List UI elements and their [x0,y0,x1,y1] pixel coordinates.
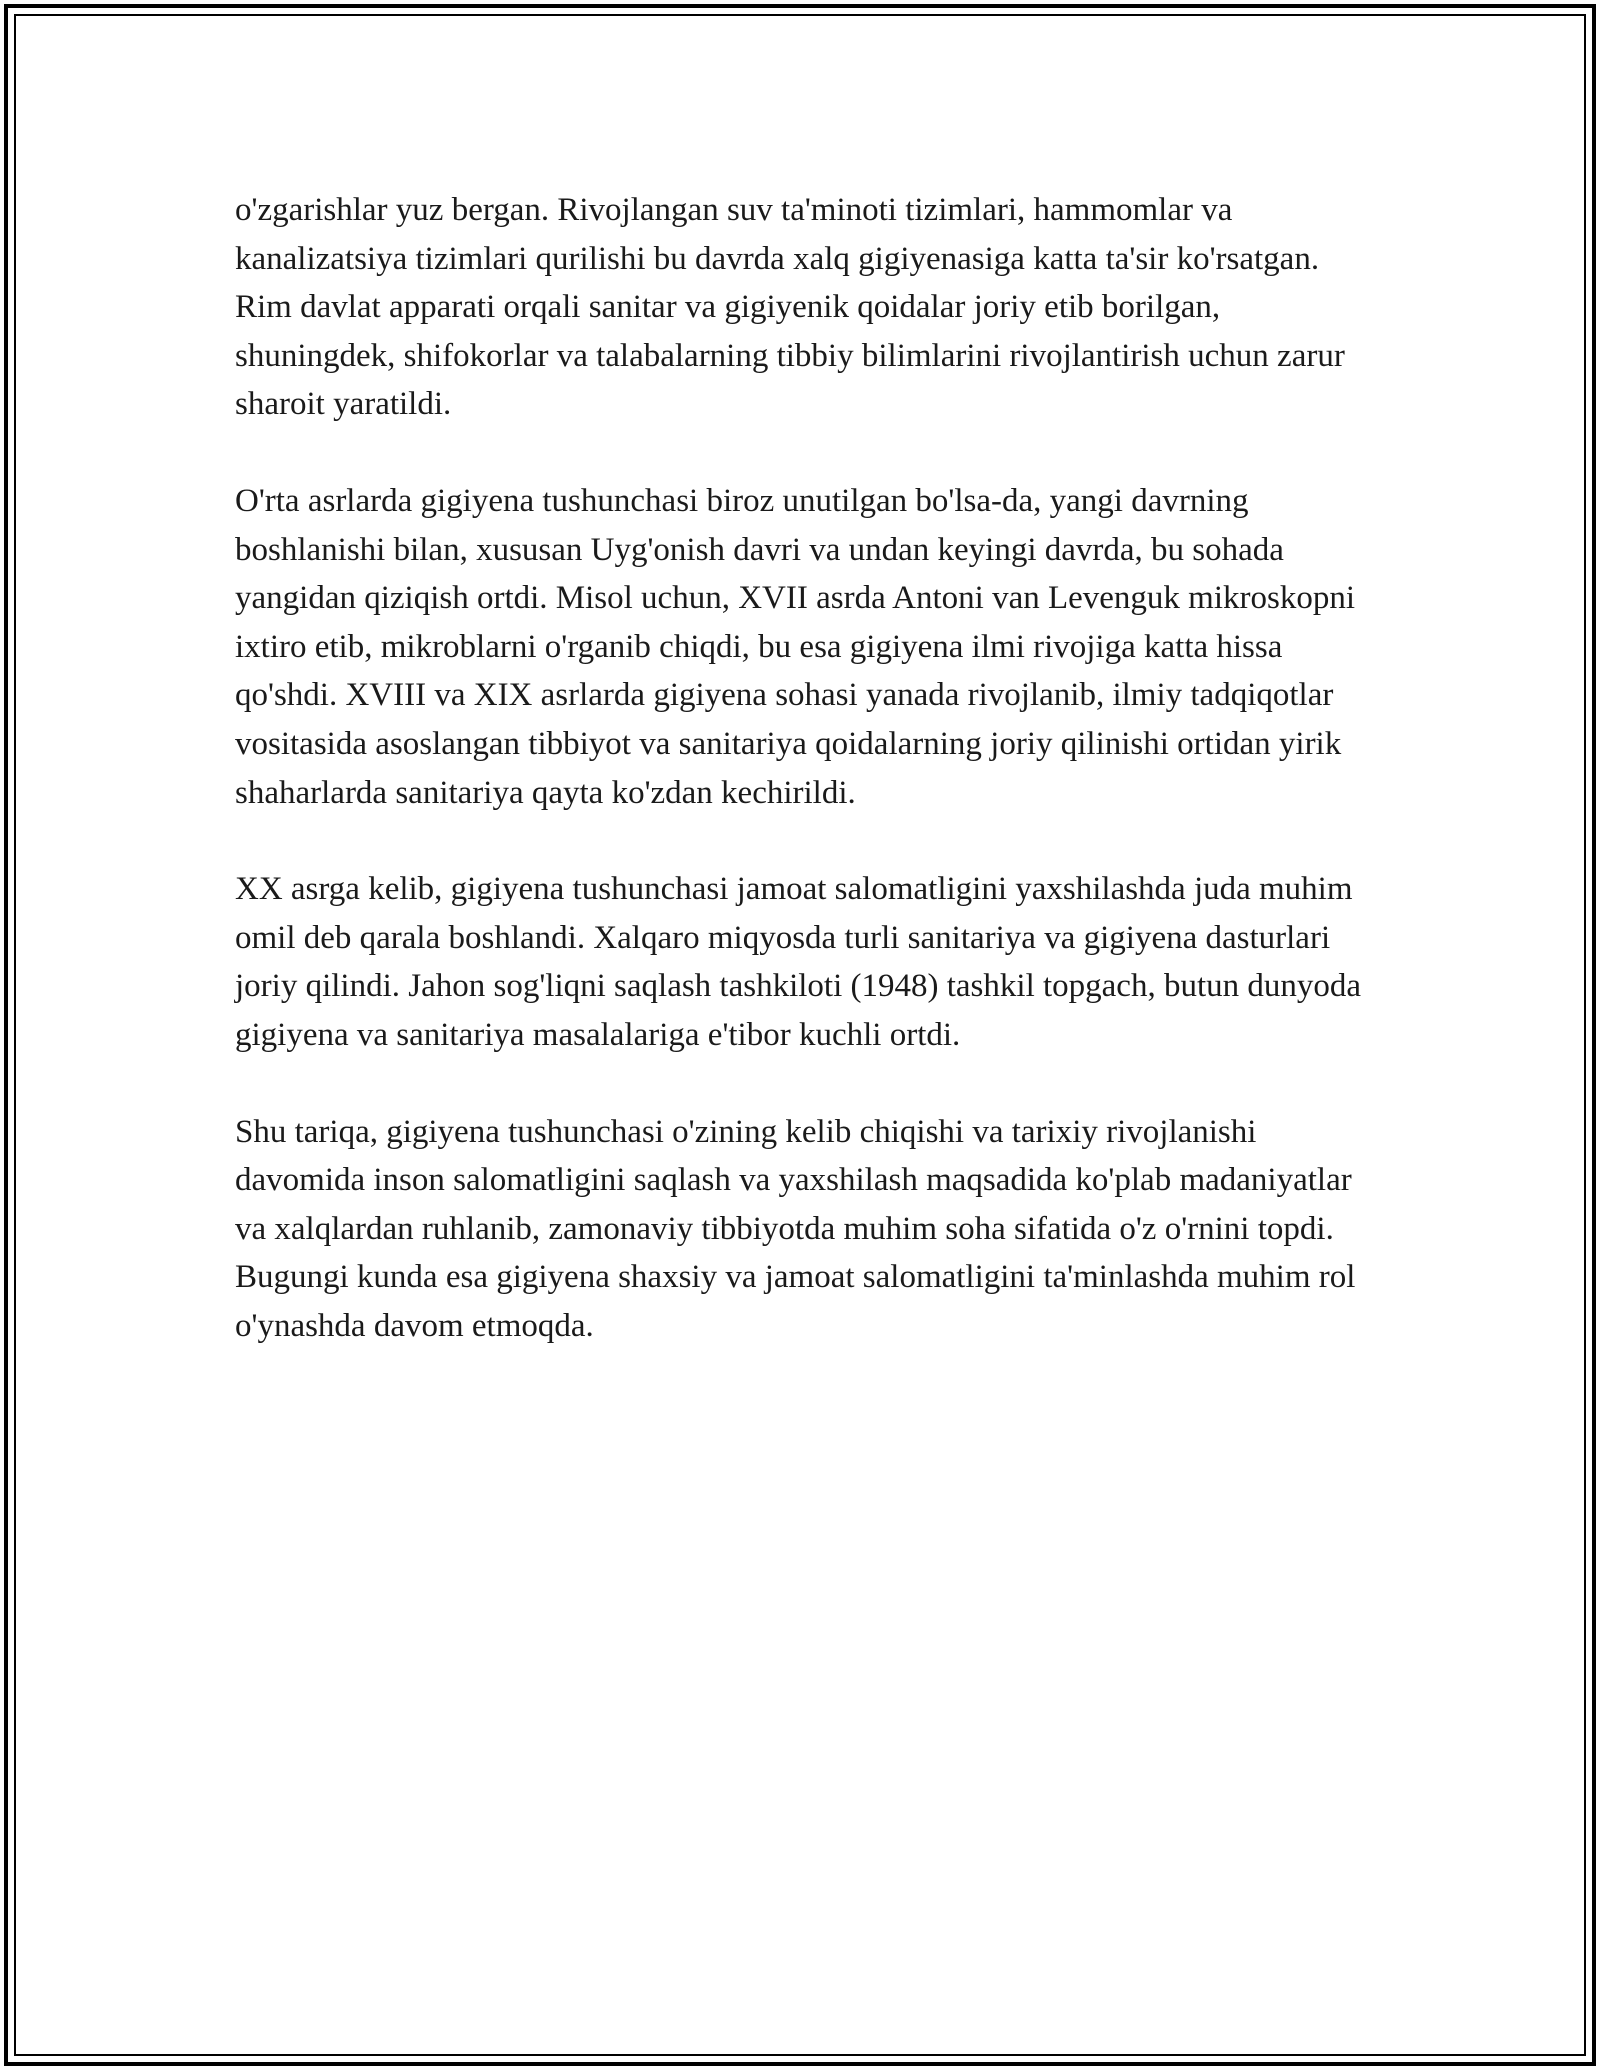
document-body [235,186,1375,1398]
paragraph-1: o'zgarishlar yuz bergan. Rivojlangan suv ta'minoti tizimlari, hammomlar va kanalizatsiya tizimlari qurilishi bu davrda xalq gigiyenasiga katta ta'sir ko'rsatgan. Rim davlat apparati orqali sanitar va gigiyenik qoidalar joriy etib borilgan, shuningdek, shifokorlar va talabalarning tibbiy bilimlarini rivojlantirish uchun zarur sharoit yaratildi. [235,192,1345,423]
paragraph-4: Shu tariqa, gigiyena tushunchasi o'zining kelib chiqishi va tarixiy rivojlanishi davomida inson salomatligini saqlash va yaxshilash maqsadida ko'plab madaniyatlar va xalqlardan ruhlanib, zamonaviy tibbiyotda muhim soha sifatida o'z o'rnini topdi. Bugungi kunda esa gigiyena shaxsiy va jamoat salomatligini ta'minlashda muhim rol o'ynashda davom etmoqda. [235,1113,1356,1344]
paragraph-3: XX asrga kelib, gigiyena tushunchasi jamoat salomatligini yaxshilashda juda muhim omil deb qarala boshlandi. Xalqaro miqyosda turli sanitariya va gigiyena dasturlari joriy qilindi. Jahon sog'liqni saqlash tashkiloti (1948) tashkil topgach, butun dunyoda gigiyena va sanitariya masalalariga e'tibor kuchli ortdi. [235,871,1362,1053]
paragraph-2: O'rta asrlarda gigiyena tushunchasi biroz unutilgan bo'lsa-da, yangi davrning boshlanishi bilan, xususan Uyg'onish davri va undan keyingi davrda, bu sohada yangidan qiziqish ortdi. Misol uchun, XVII asrda Antoni van Levenguk mikroskopni ixtiro etib, mikroblarni o'rganib chiqdi, bu esa gigiyena ilmi rivojiga katta hissa qo'shdi. XVIII va XIX asrlarda gigiyena sohasi yanada rivojlanib, ilmiy tadqiqotlar vositasida asoslangan tibbiyot va sanitariya qoidalarning joriy qilinishi ortidan yirik shaharlarda sanitariya qayta ko'zdan kechirildi. [235,482,1356,811]
